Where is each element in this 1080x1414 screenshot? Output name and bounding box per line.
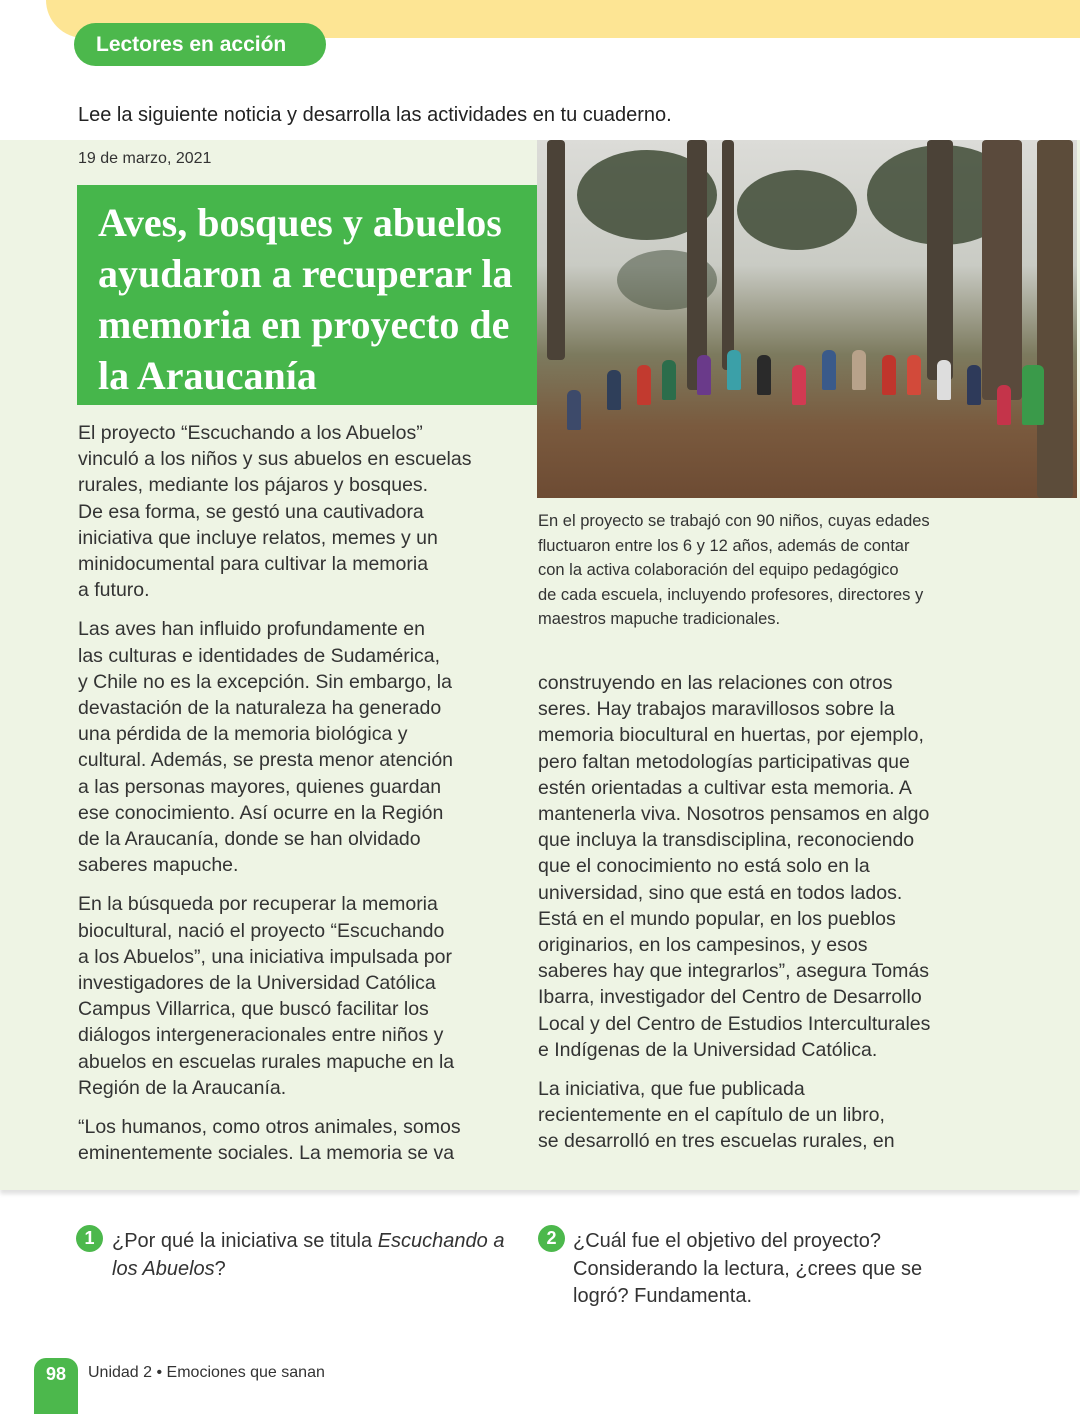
text-line: a los Abuelos”, una iniciativa impulsada por [78, 945, 452, 968]
text-line: rurales, mediante los pájaros y bosques. [78, 474, 429, 497]
text-line: las culturas e identidades de Sudamérica, [78, 644, 441, 667]
question-number-badge: 1 [76, 1225, 103, 1252]
title-line: la Araucanía [98, 353, 317, 398]
title-line: memoria en proyecto de [98, 302, 510, 347]
text-line: Región de la Araucanía. [78, 1076, 287, 1099]
text-line: ese conocimiento. Así ocurre en la Región [78, 801, 444, 824]
article-right-column [538, 670, 978, 1168]
text-line: fluctuaron entre los 6 y 12 años, además de contar [538, 536, 910, 555]
text-line: eminentemente sociales. La memoria se va [78, 1142, 455, 1165]
text-line: que incluya la transdisciplina, reconociendo [538, 829, 915, 852]
text-line: diálogos intergeneracionales entre niños y [78, 1024, 444, 1047]
text-line: que el conocimiento no está solo en la [538, 855, 870, 878]
question-text: ¿Cuál fue el objetivo del proyecto? Considerando la lectura, ¿crees que se logró? Fundamenta. [573, 1230, 923, 1307]
text-line: mantenerla viva. Nosotros pensamos en algo [538, 803, 930, 826]
question-text: ¿Por qué la iniciativa se titula [112, 1230, 378, 1252]
article-paragraph [78, 420, 518, 603]
text-line: El proyecto “Escuchando a los Abuelos” [78, 422, 423, 444]
question-italic: Escuchando a los Abuelos [112, 1230, 505, 1280]
text-line: con la activa colaboración del equipo pedagógico [538, 561, 899, 579]
article-paragraph [78, 891, 518, 1101]
article-paragraph [538, 1076, 978, 1155]
text-line: de la Araucanía, donde se han olvidado [78, 828, 421, 851]
text-line: maestros mapuche tradicionales. [538, 610, 781, 628]
text-line: memoria biocultural en huertas, por ejemplo, [538, 724, 924, 747]
text-line: e Indígenas de la Universidad Católica. [538, 1038, 878, 1061]
text-line: se desarrolló en tres escuelas rurales, en [538, 1130, 895, 1153]
text-line: En la búsqueda por recuperar la memoria [78, 893, 438, 916]
text-line: construyendo en las relaciones con otros [538, 672, 893, 694]
text-line: universidad, sino que está en todos lados. [538, 881, 903, 904]
text-line: minidocumental para cultivar la memoria [78, 553, 429, 576]
text-line: recientemente en el capítulo de un libro, [538, 1104, 885, 1127]
text-line: Las aves han influido profundamente en [78, 618, 425, 641]
text-line: Local y del Centro de Estudios Interculturales [538, 1012, 931, 1035]
text-line: Campus Villarrica, que buscó facilitar los [78, 998, 429, 1021]
article-paragraph [78, 616, 518, 878]
title-line: Aves, bosques y abuelos [98, 200, 502, 245]
question-1 [112, 1228, 522, 1283]
text-line: devastación de la naturaleza ha generado [78, 697, 442, 720]
text-line: La iniciativa, que fue publicada [538, 1078, 805, 1101]
text-line: De esa forma, se gestó una cautivadora [78, 500, 424, 523]
article-photo [537, 140, 1077, 498]
question-end: ? [214, 1257, 226, 1280]
text-line: biocultural, nació el proyecto “Escuchando [78, 919, 445, 942]
article-left-column [78, 420, 518, 1179]
text-line: Está en el mundo popular, en los pueblos [538, 907, 896, 930]
text-line: “Los humanos, como otros animales, somos [78, 1116, 461, 1139]
text-line: En el proyecto se trabajó con 90 niños, cuyas edades [538, 512, 930, 530]
article-title [77, 185, 537, 405]
text-line: saberes mapuche. [78, 854, 239, 877]
question-number-badge: 2 [538, 1225, 565, 1252]
text-line: iniciativa que incluye relatos, memes y un [78, 526, 438, 549]
footer-unit: Unidad 2 • Emociones que sanan [88, 1364, 325, 1381]
instruction-text: Lee la siguiente noticia y desarrolla las actividades en tu cuaderno. [78, 104, 672, 126]
page-number: 98 [34, 1358, 78, 1414]
question-2 [573, 1228, 953, 1311]
text-line: investigadores de la Universidad Católica [78, 972, 436, 995]
article-date: 19 de marzo, 2021 [78, 150, 212, 167]
text-line: estén orientadas a cultivar esta memoria. A [538, 776, 912, 799]
photo-caption [538, 509, 930, 632]
section-tag: Lectores en acción [74, 23, 326, 66]
text-line: a las personas mayores, quienes guardan [78, 775, 442, 798]
text-line: seres. Hay trabajos maravillosos sobre la [538, 698, 895, 721]
title-line: ayudaron a recuperar la [98, 251, 513, 296]
text-line: saberes hay que integrarlos”, asegura Tomás [538, 960, 929, 983]
article-paragraph [538, 670, 978, 1063]
text-line: Ibarra, investigador del Centro de Desarrollo [538, 986, 922, 1009]
text-line: y Chile no es la excepción. Sin embargo, la [78, 670, 452, 693]
text-line: pero faltan metodologías participativas que [538, 750, 910, 773]
text-line: abuelos en escuelas rurales mapuche en la [78, 1050, 455, 1073]
text-line: originarios, en los campesinos, y esos [538, 934, 868, 957]
text-line: a futuro. [78, 579, 150, 602]
text-line: cultural. Además, se presta menor atención [78, 749, 454, 772]
text-line: de cada escuela, incluyendo profesores, directores y [538, 585, 924, 604]
text-line: vinculó a los niños y sus abuelos en escuelas [78, 448, 472, 471]
text-line: una pérdida de la memoria biológica y [78, 723, 408, 746]
article-paragraph [78, 1114, 518, 1166]
